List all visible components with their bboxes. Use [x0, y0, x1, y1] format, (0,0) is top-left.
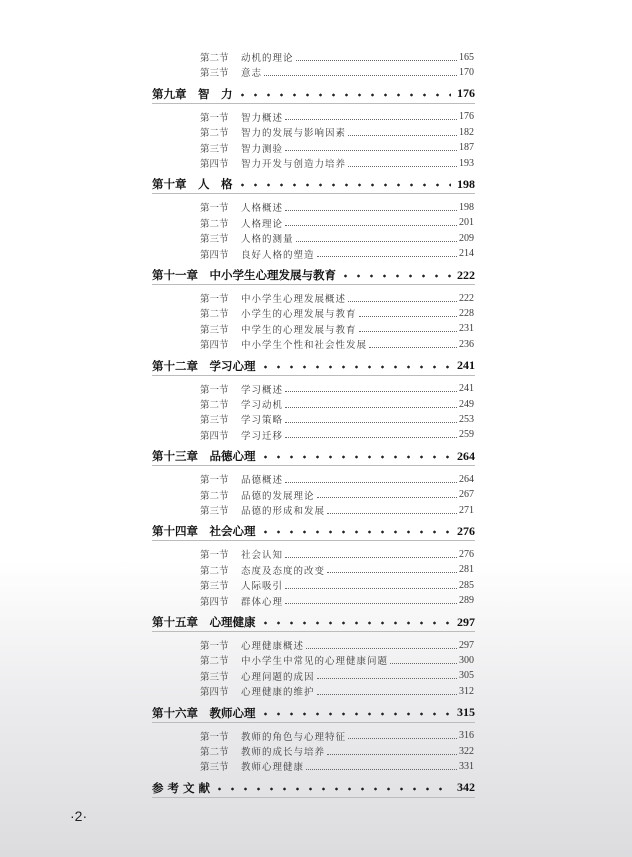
section-number: 第一节: [200, 475, 229, 487]
section-title: 良好人格的塑造: [241, 249, 315, 261]
toc-section-entry: [200, 743, 474, 759]
chapter-page-number: 276: [457, 523, 475, 538]
section-number: 第三节: [200, 234, 229, 246]
toc-section-entry: [200, 546, 474, 562]
section-number: 第四节: [200, 430, 229, 442]
toc-section-entry: [200, 577, 474, 593]
section-number: 第三节: [200, 762, 229, 774]
section-page-number: 236: [459, 338, 474, 350]
toc-chapter-entry: [152, 522, 475, 541]
section-title: 学习动机: [241, 400, 284, 411]
section-title: 教师心理健康: [241, 762, 305, 774]
dot-leader: [285, 407, 457, 408]
toc-section-entry: [200, 652, 474, 668]
toc-section-entry: [200, 109, 474, 125]
dot-leader: [285, 150, 457, 151]
dot-leader: [317, 256, 457, 257]
section-number: 第二节: [200, 747, 229, 758]
dot-leader: [306, 769, 457, 770]
section-page-number: 276: [459, 548, 474, 560]
dot-leader: [285, 482, 457, 483]
section-number: 第四节: [200, 596, 229, 608]
toc-section-entry: [200, 215, 474, 231]
section-title: 品德的发展理论: [241, 490, 315, 502]
section-title: 品德的形成和发展: [241, 506, 326, 517]
dot-leader: [213, 787, 451, 791]
dot-leader: [259, 712, 452, 716]
section-page-number: 300: [459, 654, 474, 666]
toc-section-entry: [200, 381, 474, 397]
section-page-number: 176: [459, 111, 474, 123]
section-number: 第三节: [200, 68, 229, 80]
chapter-title: 参 考 文 献: [152, 780, 211, 795]
section-title: 学习概述: [241, 384, 284, 396]
section-number: 第一节: [200, 550, 229, 562]
dot-leader: [348, 166, 457, 167]
toc-section-entry: [200, 124, 474, 140]
toc-chapter-entry: [152, 704, 475, 723]
section-number: 第三节: [200, 415, 229, 427]
section-page-number: 285: [459, 579, 474, 591]
section-title: 中学生的心理发展与教育: [241, 324, 357, 336]
chapter-page-number: 241: [457, 358, 475, 373]
dot-leader: [296, 60, 457, 61]
toc-section-entry: [200, 668, 474, 684]
toc-section-entry: [200, 49, 474, 65]
dot-leader: [348, 738, 457, 739]
chapter-title: 第十六章 教师心理: [152, 705, 256, 720]
chapter-title: 第十一章 中小学生心理发展与教育: [152, 268, 336, 282]
section-page-number: 271: [459, 504, 474, 516]
chapter-title: 第十章 人 格: [152, 177, 233, 192]
chapter-page-number: 315: [457, 705, 475, 720]
toc-section-entry: [200, 396, 474, 412]
dot-leader: [236, 93, 452, 97]
section-number: 第三节: [200, 506, 229, 517]
toc-section-entry: [200, 411, 474, 427]
chapter-page-number: 222: [457, 267, 475, 282]
toc-section-entry: [200, 246, 474, 262]
section-number: 第二节: [200, 218, 229, 230]
section-title: 心理健康的维护: [241, 687, 315, 699]
section-page-number: 231: [459, 323, 474, 335]
section-page-number: 198: [459, 201, 474, 213]
section-number: 第二节: [200, 490, 229, 502]
section-page-number: 249: [459, 398, 474, 410]
chapter-title: 第十二章 学习心理: [152, 358, 256, 373]
section-page-number: 297: [459, 639, 474, 651]
dot-leader: [285, 437, 457, 438]
dot-leader: [236, 183, 452, 187]
toc-section-entry: [200, 321, 474, 337]
dot-leader: [317, 678, 457, 679]
toc-chapter-entry: [152, 266, 475, 285]
toc-chapter-entry: [152, 613, 475, 632]
dot-leader: [285, 119, 457, 120]
chapter-title: 第九章 智 力: [152, 86, 233, 101]
toc-section-entry: [200, 637, 474, 653]
section-number: 第三节: [200, 671, 229, 683]
section-number: 第四节: [200, 340, 229, 352]
section-title: 意志: [241, 68, 263, 80]
dot-leader: [285, 557, 457, 558]
dot-leader: [317, 694, 457, 695]
dot-leader: [285, 225, 457, 226]
dot-leader: [285, 603, 457, 604]
section-page-number: 331: [459, 760, 474, 772]
dot-leader: [317, 497, 457, 498]
dot-leader: [285, 210, 457, 211]
chapter-title: 第十三章 品德心理: [152, 449, 256, 464]
dot-leader: [327, 513, 457, 514]
toc-section-entry: [200, 290, 474, 306]
dot-leader: [359, 331, 457, 332]
section-page-number: 259: [459, 429, 474, 441]
section-title: 人格概述: [241, 203, 284, 215]
dot-leader: [359, 316, 457, 317]
section-title: 人格理论: [241, 218, 284, 230]
dot-leader: [296, 241, 457, 242]
section-number: 第四节: [200, 249, 229, 261]
section-page-number: 312: [459, 685, 474, 697]
toc-section-entry: [200, 199, 474, 215]
toc-chapter-entry: [152, 447, 475, 466]
dot-leader: [259, 530, 452, 534]
section-number: 第四节: [200, 687, 229, 699]
chapter-title: 第十四章 社会心理: [152, 524, 256, 539]
toc-section-entry: [200, 427, 474, 443]
chapter-page-number: 342: [457, 780, 475, 795]
section-page-number: 264: [459, 473, 474, 485]
section-title: 小学生的心理发展与教育: [241, 309, 357, 321]
section-page-number: 201: [459, 217, 474, 229]
chapter-page-number: 176: [457, 86, 475, 101]
section-title: 品德概述: [241, 475, 284, 487]
section-page-number: 316: [459, 730, 474, 742]
section-title: 教师的成长与培养: [241, 747, 326, 758]
section-number: 第三节: [200, 324, 229, 336]
dot-leader: [348, 301, 457, 302]
dot-leader: [259, 621, 452, 625]
section-number: 第一节: [200, 384, 229, 396]
section-page-number: 241: [459, 383, 474, 395]
section-title: 人格的测量: [241, 234, 294, 246]
section-number: 第二节: [200, 565, 229, 577]
dot-leader: [306, 648, 457, 649]
toc-chapter-entry: [152, 175, 475, 194]
chapter-page-number: 297: [457, 614, 475, 629]
section-page-number: 214: [459, 248, 474, 260]
toc-section-entry: [200, 502, 474, 518]
section-page-number: 222: [459, 292, 474, 304]
section-number: 第三节: [200, 581, 229, 593]
section-page-number: 267: [459, 489, 474, 501]
dot-leader: [285, 391, 457, 392]
dot-leader: [259, 455, 452, 459]
section-title: 心理问题的成因: [241, 671, 315, 683]
toc-section-entry: [200, 487, 474, 503]
dot-leader: [390, 663, 457, 664]
dot-leader: [339, 274, 451, 278]
section-page-number: 209: [459, 232, 474, 244]
toc-section-entry: [200, 728, 474, 744]
section-title: 中小学生个性和社会性发展: [241, 340, 368, 352]
section-page-number: 182: [459, 126, 474, 138]
section-title: 教师的角色与心理特征: [241, 731, 347, 743]
section-page-number: 289: [459, 595, 474, 607]
chapter-page-number: 264: [457, 448, 475, 463]
section-title: 学习策略: [241, 415, 284, 427]
toc-section-entry: [200, 336, 474, 352]
toc-chapter-entry: [152, 357, 475, 376]
toc-section-entry: [200, 230, 474, 246]
dot-leader: [259, 365, 452, 369]
toc-section-entry: [200, 758, 474, 774]
section-number: 第二节: [200, 656, 229, 668]
section-title: 智力概述: [241, 112, 284, 124]
dot-leader: [285, 422, 457, 423]
section-page-number: 281: [459, 564, 474, 576]
section-title: 态度及态度的改变: [241, 565, 326, 577]
chapter-page-number: 198: [457, 176, 475, 191]
section-title: 群体心理: [241, 596, 284, 608]
toc-section-entry: [200, 155, 474, 171]
toc-section-entry: [200, 140, 474, 156]
section-page-number: 253: [459, 413, 474, 425]
toc-section-entry: [200, 593, 474, 609]
section-title: 中小学生心理发展概述: [241, 294, 347, 305]
toc-section-entry: [200, 305, 474, 321]
section-title: 中小学生中常见的心理健康问题: [241, 656, 389, 668]
section-number: 第二节: [200, 309, 229, 321]
section-number: 第二节: [200, 128, 229, 140]
chapter-title: 第十五章 心理健康: [152, 615, 256, 629]
dot-leader: [327, 754, 457, 755]
section-title: 智力测验: [241, 143, 284, 155]
section-page-number: 165: [459, 51, 474, 63]
section-number: 第二节: [200, 53, 229, 64]
section-number: 第一节: [200, 203, 229, 215]
section-title: 动机的理论: [241, 53, 294, 64]
dot-leader: [327, 572, 457, 573]
section-page-number: 228: [459, 307, 474, 319]
page-number: ·2·: [70, 808, 88, 824]
toc-section-entry: [200, 64, 474, 80]
section-number: 第三节: [200, 143, 229, 155]
section-page-number: 193: [459, 157, 474, 169]
section-number: 第一节: [200, 294, 229, 305]
section-page-number: 322: [459, 745, 474, 757]
section-title: 智力的发展与影响因素: [241, 128, 347, 140]
dot-leader: [369, 347, 457, 348]
section-number: 第一节: [200, 641, 229, 652]
dot-leader: [264, 75, 457, 76]
section-title: 学习迁移: [241, 430, 284, 442]
section-title: 社会认知: [241, 550, 284, 562]
section-page-number: 170: [459, 66, 474, 78]
toc-chapter-entry: [152, 779, 475, 798]
section-title: 心理健康概述: [241, 641, 305, 652]
section-page-number: 187: [459, 142, 474, 154]
section-number: 第一节: [200, 731, 229, 743]
section-title: 人际吸引: [241, 581, 284, 593]
toc-section-entry: [200, 562, 474, 578]
section-number: 第二节: [200, 400, 229, 411]
section-number: 第一节: [200, 112, 229, 124]
section-number: 第四节: [200, 159, 229, 170]
section-title: 智力开发与创造力培养: [241, 159, 347, 170]
toc-section-entry: [200, 683, 474, 699]
toc-section-entry: [200, 471, 474, 487]
toc-chapter-entry: [152, 85, 475, 104]
dot-leader: [285, 588, 457, 589]
section-page-number: 305: [459, 670, 474, 682]
dot-leader: [348, 135, 457, 136]
